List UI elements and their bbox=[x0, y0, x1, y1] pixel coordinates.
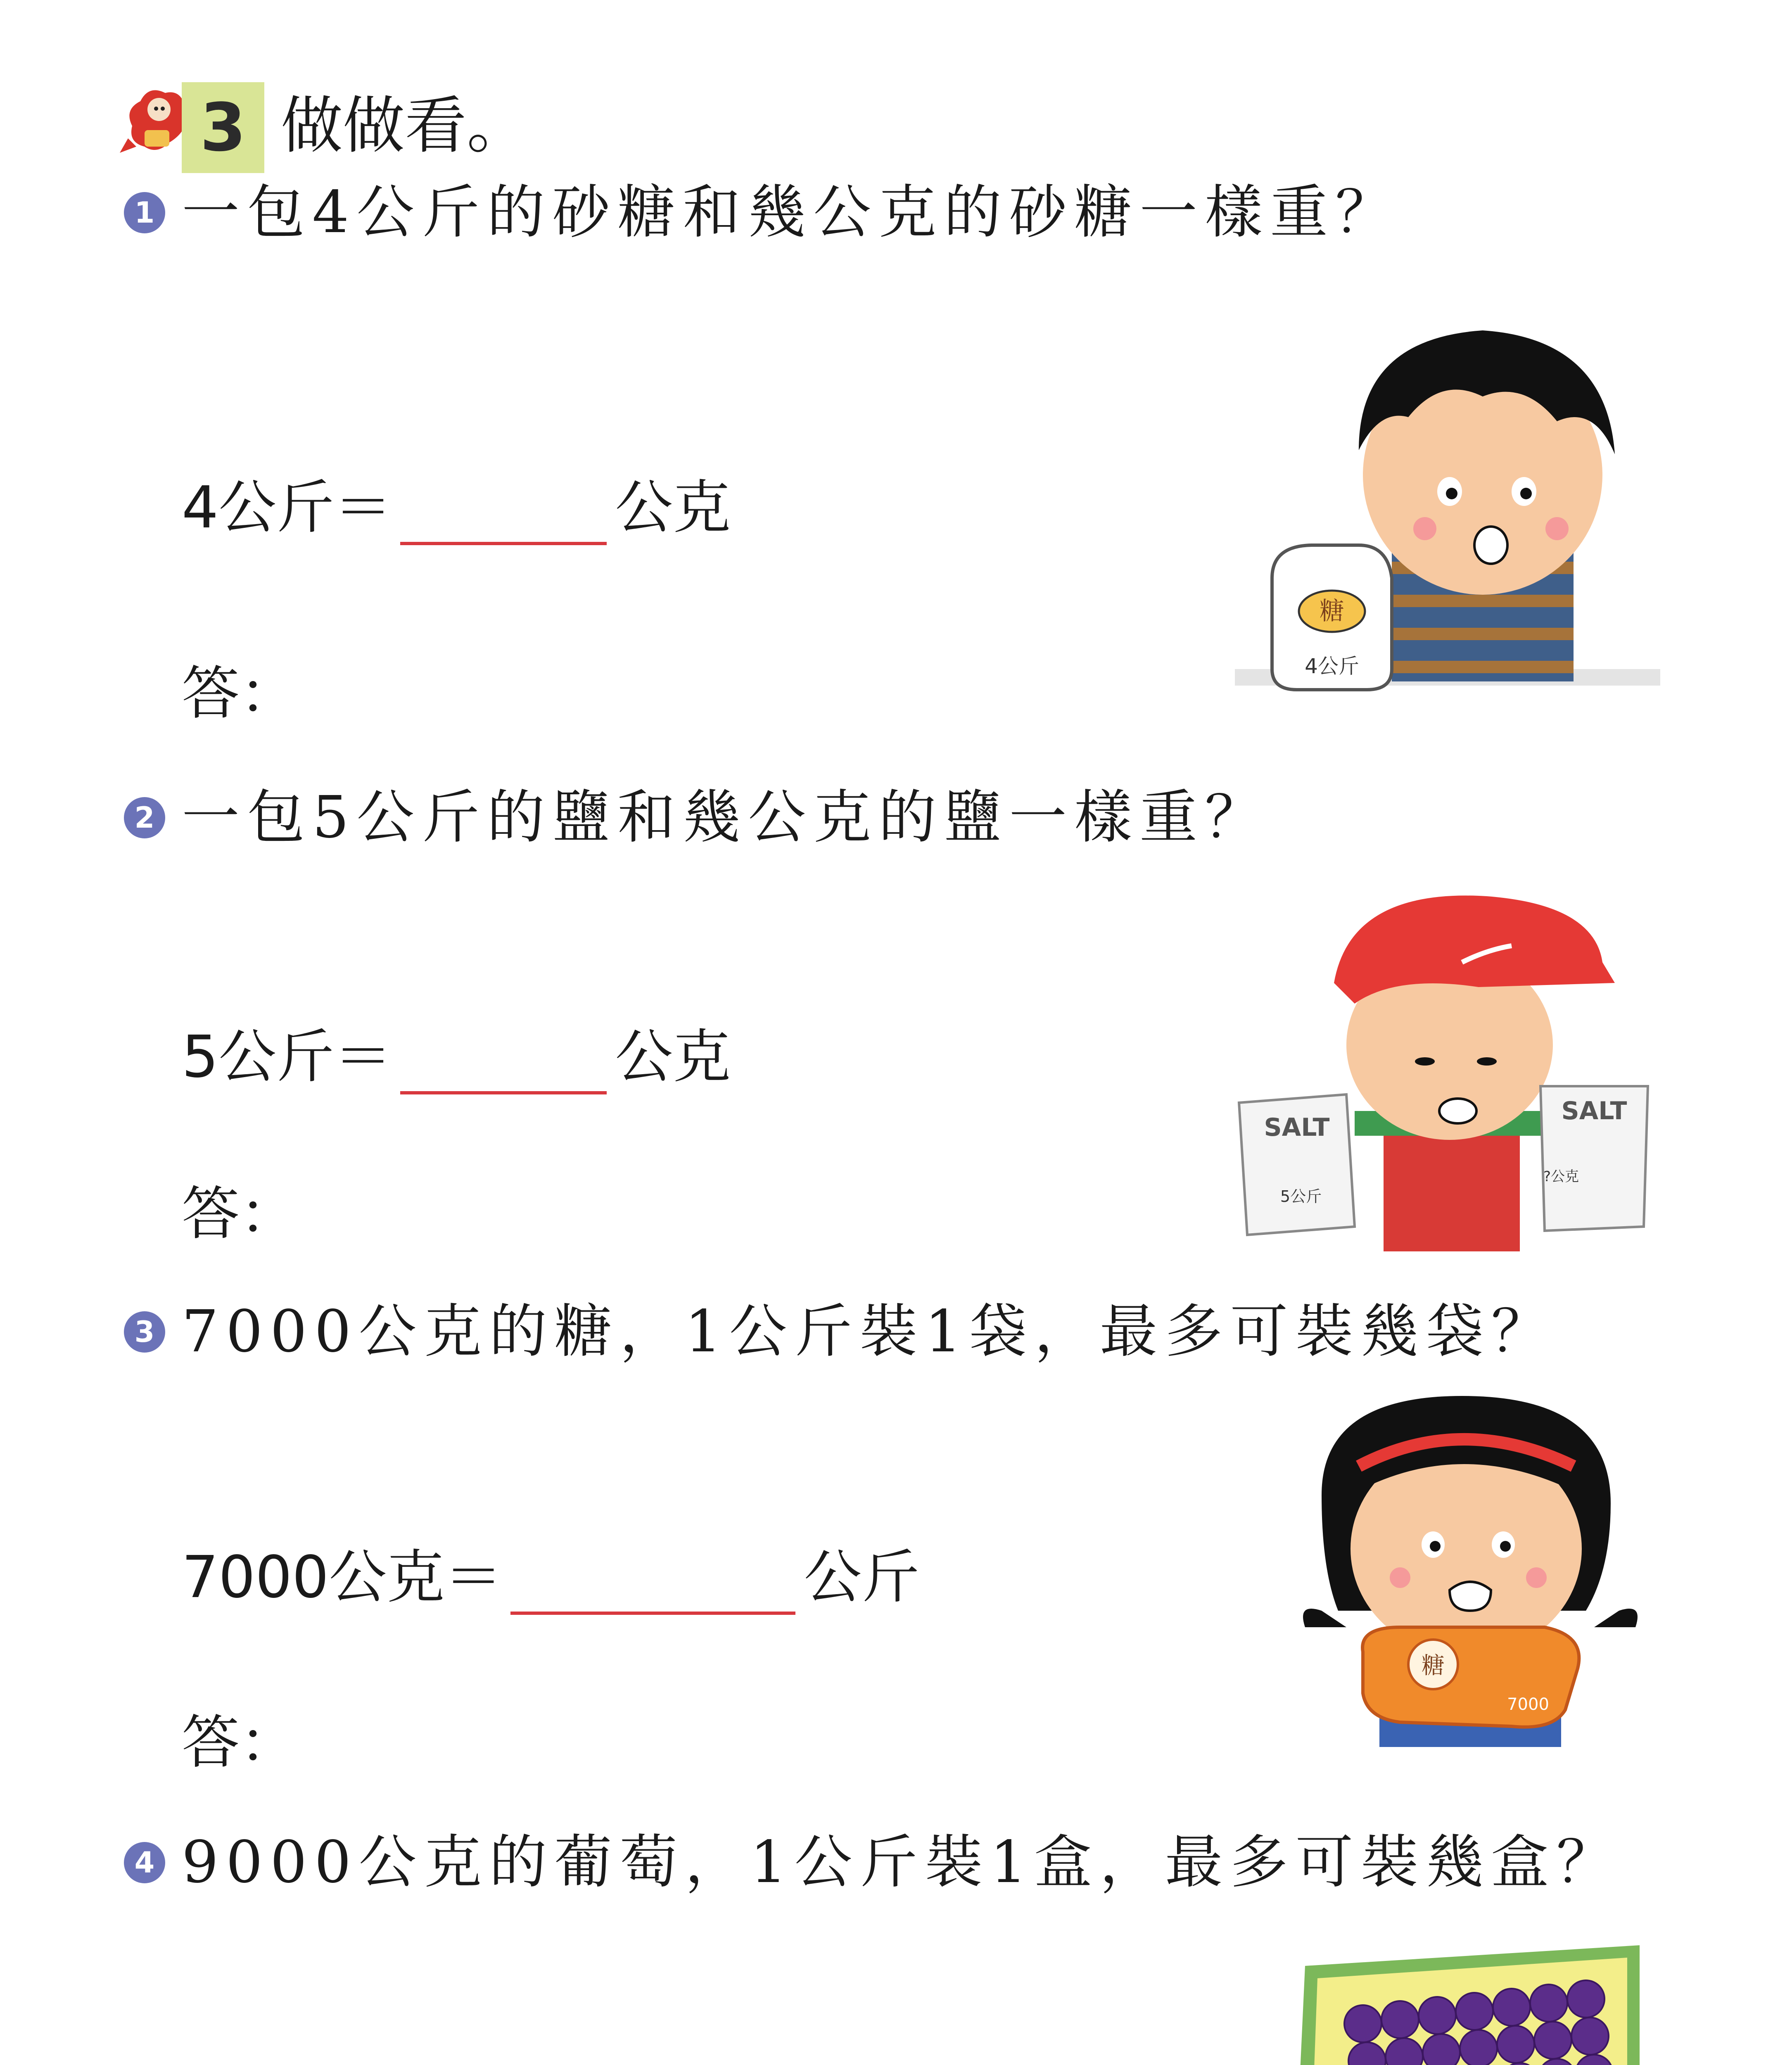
sugar-bag-weight-3: 7000 bbox=[1507, 1695, 1549, 1714]
boy-with-sugar-bag-image bbox=[1235, 314, 1660, 694]
answer-label-2: 答： bbox=[182, 1180, 298, 1248]
question-text-2: 一包5公斤的鹽和幾公克的鹽一樣重？ bbox=[182, 784, 1270, 851]
question-number-4: 4 bbox=[124, 1842, 165, 1883]
equation-right-1: 公克 bbox=[615, 474, 731, 541]
mascot-icon bbox=[120, 76, 190, 159]
girl-with-sugar-bag-image bbox=[1297, 1396, 1644, 1747]
sugar-bag-label-3: 糖 bbox=[1422, 1652, 1445, 1679]
question-number-2: 2 bbox=[124, 797, 165, 838]
section-number-badge: 3 bbox=[182, 82, 264, 173]
sugar-bag-weight-1: 4公斤 bbox=[1305, 654, 1359, 678]
equation-left-3: 7000公克＝ bbox=[182, 1544, 503, 1611]
section-title-text: 做做看。 bbox=[281, 90, 529, 162]
boy-with-salt-bags-image bbox=[1231, 880, 1664, 1251]
equation-1 bbox=[182, 471, 731, 545]
salt-bag-weight-left: 5公斤 bbox=[1280, 1187, 1322, 1206]
answer-blank-1[interactable] bbox=[400, 488, 607, 545]
salt-bag-label-left: SALT bbox=[1264, 1113, 1330, 1142]
answer-blank-2[interactable] bbox=[400, 1037, 607, 1094]
answer-label-1: 答： bbox=[182, 660, 298, 727]
sugar-bag-label-1: 糖 bbox=[1320, 597, 1344, 626]
equation-left-2: 5公斤＝ bbox=[182, 1023, 392, 1091]
answer-label-3: 答： bbox=[182, 1709, 298, 1776]
question-number-1: 1 bbox=[124, 192, 165, 233]
question-text-3: 7000公克的糖，1公斤裝1袋，最多可裝幾袋？ bbox=[182, 1298, 1557, 1365]
section-title bbox=[281, 87, 529, 165]
question-number-3: 3 bbox=[124, 1311, 165, 1353]
equation-left-1: 4公斤＝ bbox=[182, 474, 392, 541]
equation-right-2: 公克 bbox=[615, 1023, 731, 1091]
salt-bag-weight-right: ?公克 bbox=[1543, 1168, 1579, 1185]
equation-right-3: 公斤 bbox=[804, 1544, 920, 1611]
equation-2 bbox=[182, 1020, 731, 1094]
grape-box-image bbox=[1280, 1941, 1640, 2065]
question-text-1: 一包4公斤的砂糖和幾公克的砂糖一樣重？ bbox=[182, 179, 1401, 246]
section-header bbox=[120, 76, 739, 171]
answer-blank-3[interactable] bbox=[510, 1558, 795, 1615]
equation-3 bbox=[182, 1540, 919, 1615]
salt-bag-label-right: SALT bbox=[1561, 1097, 1627, 1125]
question-text-4: 9000公克的葡萄，1公斤裝1盒，最多可裝幾盒？ bbox=[182, 1829, 1622, 1896]
